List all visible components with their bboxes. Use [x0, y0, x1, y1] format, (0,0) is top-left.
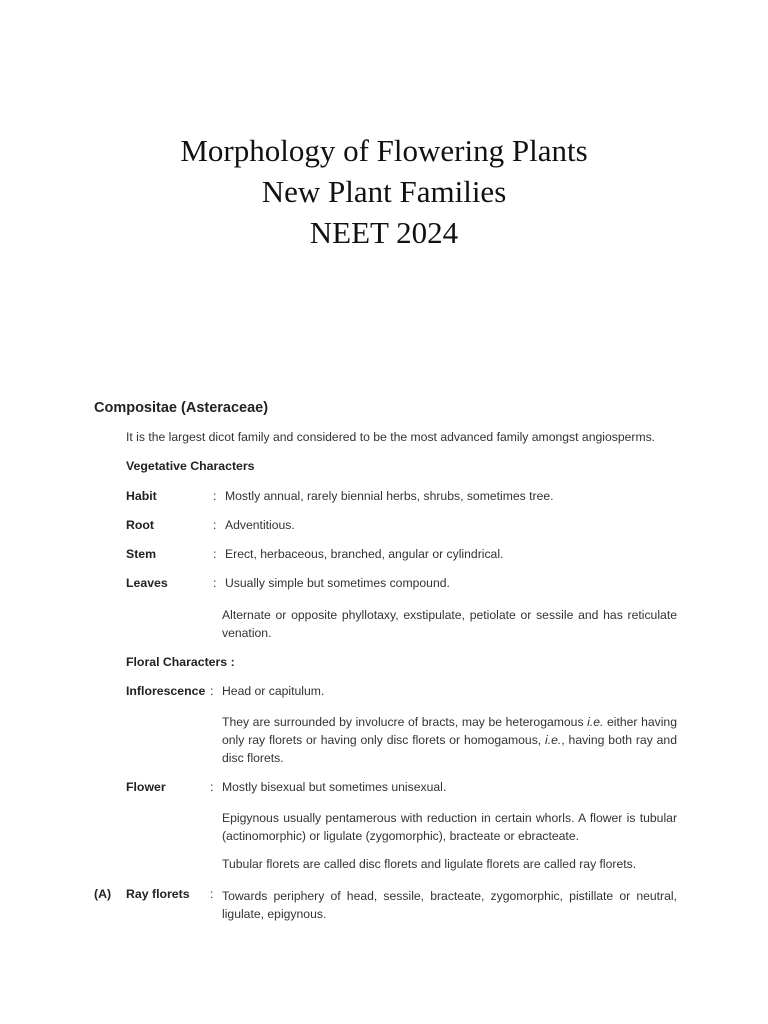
leaves-colon: :	[213, 576, 217, 590]
title-line-1: Morphology of Flowering Plants	[180, 133, 588, 168]
leaves-label: Leaves	[126, 576, 168, 590]
ray-colon: :	[210, 887, 214, 901]
inflorescence-label: Inflorescence	[126, 684, 206, 698]
inflorescence-extra-b: either having only ray florets or having only disc florets or homogamous,	[222, 715, 677, 747]
flower-value: Mostly bisexual but sometimes unisexual.	[222, 780, 447, 794]
habit-label: Habit	[126, 489, 157, 503]
inflorescence-extra	[222, 713, 677, 767]
section-intro: It is the largest dicot family and considered to be the most advanced family amongst angiosperms.	[126, 430, 656, 444]
inflorescence-ie-2: i.e.	[545, 733, 562, 747]
leaves-value: Usually simple but sometimes compound.	[225, 576, 450, 590]
ray-value: Towards periphery of head, sessile, bracteate, zygomorphic, pistillate or neutral, ligulate, epigynous.	[222, 889, 677, 921]
vegetative-heading: Vegetative Characters	[126, 459, 255, 473]
floral-heading: Floral Characters :	[126, 655, 235, 669]
root-colon: :	[213, 518, 217, 532]
stem-value: Erect, herbaceous, branched, angular or cylindrical.	[225, 547, 504, 561]
ray-marker: (A)	[94, 887, 112, 901]
flower-extra-1: Epigynous usually pentamerous with reduction in certain whorls. A flower is tubular (actinomorphic) or ligulate (zygomorphic), bracteate or ebracteate.	[222, 811, 677, 843]
inflorescence-ie-1: i.e.	[587, 715, 604, 729]
ray-label: Ray florets	[126, 887, 190, 901]
inflorescence-colon: :	[210, 684, 214, 698]
flower-colon: :	[210, 780, 214, 794]
leaves-extra: Alternate or opposite phyllotaxy, exstipulate, petiolate or sessile and has reticulate venation.	[222, 608, 677, 640]
flower-label: Flower	[126, 780, 166, 794]
inflorescence-extra-a: They are surrounded by involucre of bracts, may be heterogamous	[222, 715, 588, 729]
stem-label: Stem	[126, 547, 157, 561]
title-line-3: NEET 2024	[309, 215, 459, 250]
inflorescence-value: Head or capitulum.	[222, 684, 325, 698]
document-title	[0, 130, 768, 253]
habit-value: Mostly annual, rarely biennial herbs, shrubs, sometimes tree.	[225, 489, 554, 503]
root-value: Adventitious.	[225, 518, 295, 532]
habit-colon: :	[213, 489, 217, 503]
section-heading: Compositae (Asteraceae)	[94, 400, 269, 416]
inflorescence-extra-c: , having both ray and disc florets.	[222, 733, 677, 765]
stem-colon: :	[213, 547, 217, 561]
root-label: Root	[126, 518, 154, 532]
flower-extra-2: Tubular florets are called disc florets and ligulate florets are called ray florets.	[222, 857, 637, 871]
title-line-2: New Plant Families	[261, 174, 507, 209]
